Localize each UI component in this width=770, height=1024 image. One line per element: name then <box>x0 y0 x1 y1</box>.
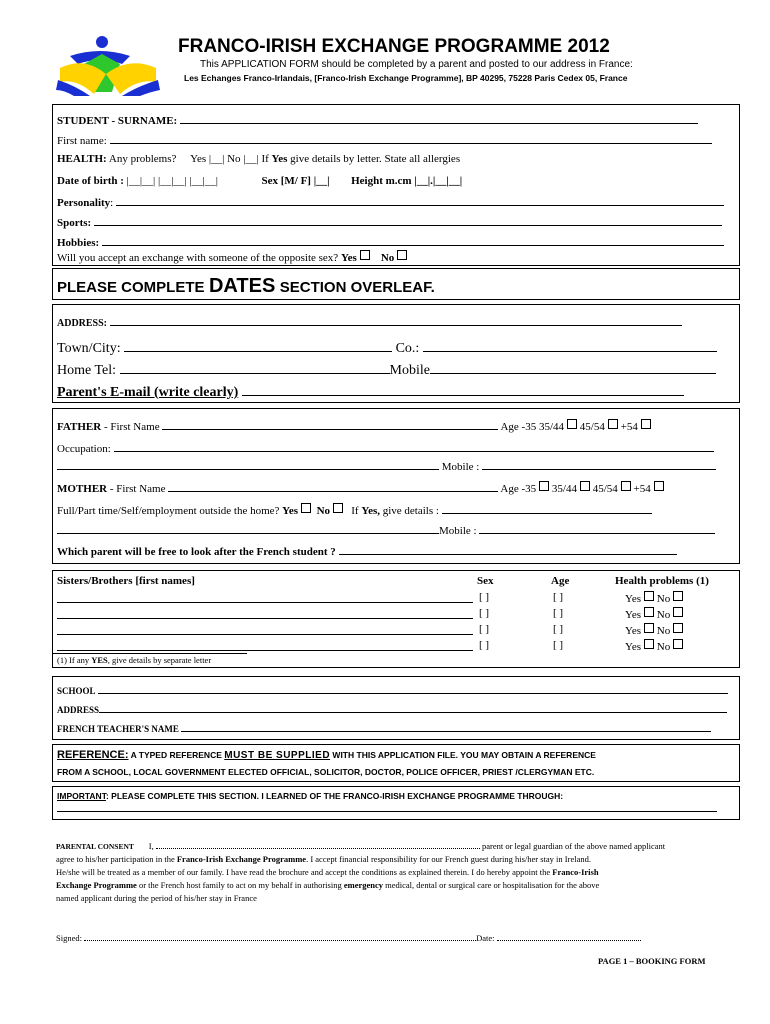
father-age-54-checkbox[interactable] <box>641 419 651 429</box>
sibling-sex-field[interactable]: [ ] <box>479 591 490 603</box>
mother-mobile-label: Mobile : <box>439 525 477 537</box>
father-mobile-field[interactable] <box>482 459 716 470</box>
notice-post: SECTION OVERLEAF. <box>279 279 435 296</box>
mother-mobile-row <box>57 523 715 537</box>
mother-age-4554-checkbox[interactable] <box>621 481 631 491</box>
sibling-no-label: No <box>656 609 671 621</box>
email-label: Parent's E-mail (write clearly) <box>57 385 239 400</box>
notice-pre: PLEASE COMPLETE <box>57 279 205 296</box>
sports-label: Sports: <box>57 217 92 229</box>
mother-mobile-field[interactable] <box>479 523 715 534</box>
mother-age-3544-checkbox[interactable] <box>580 481 590 491</box>
employment-if: If <box>351 505 359 517</box>
must-be-supplied: MUST BE SUPPLIED <box>224 750 331 761</box>
school-address-field[interactable] <box>99 704 727 713</box>
home-tel-label: Home Tel: <box>57 363 117 378</box>
county-field[interactable] <box>423 338 717 352</box>
health-yes-word: Yes <box>271 153 288 165</box>
mother-age-3544: 35/44 <box>551 483 577 495</box>
reference-line-2: FROM A SCHOOL, LOCAL GOVERNMENT ELECTED OFFICIAL, SOLICITOR, DOCTOR, POLICE OFFICER, PRIEST /CLERGYMAN ETC. <box>57 767 595 777</box>
sibling-no-label: No <box>656 641 671 653</box>
hobbies-row <box>57 235 724 249</box>
health-label: HEALTH: <box>57 153 107 165</box>
sibling-yes-label: Yes <box>625 609 642 621</box>
height-field[interactable]: Height m.cm |__|.|__|__| <box>351 175 463 187</box>
health-yes-box[interactable]: Yes |__| <box>190 153 225 165</box>
phone-row <box>57 360 716 379</box>
father-age-3544: 35/44 <box>538 421 565 433</box>
dob-field[interactable]: |__|__| |__|__| |__|__| <box>126 175 218 187</box>
mother-age-54-checkbox[interactable] <box>654 481 664 491</box>
signed-label: Signed: <box>56 933 82 943</box>
sibling-age-field[interactable]: [ ] <box>553 623 564 635</box>
siblings-footnote: (1) If any YES, give details by separate letter <box>57 655 212 665</box>
mobile-label: Mobile <box>389 363 430 378</box>
school-section <box>52 676 740 740</box>
parental-consent: PARENTAL CONSENT I, parent or legal guardian of the above named applicant agree to his/her participation in the Franco-Irish Exchange Programme. I accept financial responsibility for our French guest during his/her stay in Ireland. He/she will be treated as a member of our family. I have read the brochure and accept the conditions as explained therein. I do hereby appoint the Franco-Irish Exchange Programme or the French host family to act on my behalf in authorising emergency medical, dental or surgical care or hospitalisation for the above named applicant during the period of his/her stay in France <box>56 841 666 903</box>
which-parent-field[interactable] <box>339 544 677 555</box>
parents-section <box>52 408 740 564</box>
first-name-label: First name: <box>57 135 107 147</box>
date-field[interactable] <box>497 933 641 941</box>
opposite-sex-yes-label: Yes <box>340 252 357 264</box>
employment-give-details: give details : <box>382 505 439 517</box>
school-field[interactable] <box>98 685 728 694</box>
address-field[interactable] <box>110 315 682 326</box>
opposite-sex-question: Will you accept an exchange with someone of the opposite sex? <box>57 252 339 264</box>
mother-age-label: Age -35 <box>500 483 537 495</box>
sibling-no-label: No <box>656 593 671 605</box>
sibling-yes-checkbox[interactable] <box>644 639 654 649</box>
father-age-54: +54 <box>620 421 638 433</box>
sibling-no-checkbox[interactable] <box>673 623 683 633</box>
dob-row <box>57 175 462 187</box>
father-age-label: Age -35 <box>500 421 537 433</box>
siblings-header: Sisters/Brothers [first names] <box>57 575 195 587</box>
teacher-row <box>57 723 711 734</box>
reference-section <box>52 744 740 782</box>
address-row <box>57 315 682 329</box>
mother-label: MOTHER <box>57 483 108 495</box>
father-age-3544-checkbox[interactable] <box>567 419 577 429</box>
father-age-4554-checkbox[interactable] <box>608 419 618 429</box>
sibling-age-field[interactable]: [ ] <box>553 591 564 603</box>
father-mobile-label: Mobile : <box>441 461 480 473</box>
page-title: FRANCO-IRISH EXCHANGE PROGRAMME 2012 <box>178 36 610 57</box>
which-parent-row <box>57 544 677 558</box>
which-parent-label: Which parent will be free to look after the French student ? <box>57 546 336 558</box>
occupation-label: Occupation: <box>57 443 111 455</box>
sibling-name-field[interactable] <box>57 608 473 619</box>
teacher-label: FRENCH TEACHER'S NAME <box>57 724 179 734</box>
address-label: ADDRESS: <box>57 318 108 329</box>
health-no-box[interactable]: No |__| <box>227 153 259 165</box>
father-name-field[interactable] <box>162 419 498 430</box>
first-name-row <box>57 133 712 147</box>
health-instructions: give details by letter. State all allergies <box>290 153 461 165</box>
siblings-age-header: Age <box>551 575 570 587</box>
sibling-yes-checkbox[interactable] <box>644 591 654 601</box>
sibling-yes-checkbox[interactable] <box>644 607 654 617</box>
sibling-no-checkbox[interactable] <box>673 607 683 617</box>
sibling-no-label: No <box>656 625 671 637</box>
personality-row: Personality: <box>57 195 724 209</box>
sibling-sex-field[interactable]: [ ] <box>479 607 490 619</box>
school-address-label: ADDRESS <box>57 705 100 715</box>
sibling-no-checkbox[interactable] <box>673 591 683 601</box>
address-section <box>52 304 740 403</box>
hobbies-label: Hobbies: <box>57 237 100 249</box>
mother-age-35-checkbox[interactable] <box>539 481 549 491</box>
siblings-health-header: Health problems (1) <box>615 575 709 587</box>
employment-details-field[interactable] <box>442 503 652 514</box>
town-field[interactable] <box>124 338 392 352</box>
home-tel-field[interactable] <box>120 360 390 374</box>
employment-yes-checkbox[interactable] <box>301 503 311 513</box>
siblings-section <box>52 570 740 668</box>
occupation-row <box>57 441 714 455</box>
mother-first-name-label: - First Name <box>109 483 166 495</box>
dob-label: Date of birth : <box>57 175 124 187</box>
opposite-sex-row <box>57 250 407 264</box>
health-if: If <box>261 153 269 165</box>
sibling-yes-checkbox[interactable] <box>644 623 654 633</box>
father-label: FATHER <box>57 421 102 433</box>
first-name-field[interactable] <box>110 133 712 144</box>
reference-line-1: REFERENCE: A TYPED REFERENCE MUST BE SUPPLIED WITH THIS APPLICATION FILE. YOU MAY OBTAIN A REFERENCE <box>57 749 596 761</box>
school-address-row <box>57 704 727 715</box>
sibling-name-field[interactable] <box>57 640 473 651</box>
school-label: SCHOOL <box>57 686 96 696</box>
sibling-yes-label: Yes <box>625 593 642 605</box>
employment-question: Full/Part time/Self/employment outside the home? <box>57 505 280 517</box>
hobbies-field[interactable] <box>102 235 724 246</box>
page-subtitle: This APPLICATION FORM should be completed by a parent and posted to our address in France: <box>200 59 633 70</box>
opposite-sex-yes-checkbox[interactable] <box>360 250 370 260</box>
mother-row <box>57 481 664 495</box>
consent-label: PARENTAL CONSENT <box>56 842 134 851</box>
father-mobile-row <box>57 459 716 473</box>
father-row <box>57 419 651 433</box>
mailing-address: Les Echanges Franco-Irlandais, [Franco-Irish Exchange Programme], BP 40295, 75228 Paris Cedex 05, France <box>184 73 628 83</box>
surname-field[interactable] <box>180 113 698 124</box>
mother-age-4554: 45/54 <box>592 483 618 495</box>
health-row <box>57 153 460 165</box>
father-first-name-label: - First Name <box>103 421 160 433</box>
sibling-no-checkbox[interactable] <box>673 639 683 649</box>
teacher-field[interactable] <box>181 723 711 732</box>
occupation-field-continued[interactable] <box>57 459 439 470</box>
email-row <box>57 382 684 401</box>
opposite-sex-no-label: No <box>380 252 395 264</box>
sibling-sex-field[interactable]: [ ] <box>479 623 490 635</box>
important-line: IMPORTANT: PLEASE COMPLETE THIS SECTION. I LEARNED OF THE FRANCO-IRISH EXCHANGE PROGRAMME THROUGH: <box>57 791 564 801</box>
opposite-sex-no-checkbox[interactable] <box>397 250 407 260</box>
employment-if-yes: Yes, <box>361 505 380 517</box>
mother-name-field[interactable] <box>168 481 498 492</box>
important-section <box>52 786 740 820</box>
personality-label: Personality <box>57 197 111 209</box>
sibling-sex-field[interactable]: [ ] <box>479 639 490 651</box>
sports-row <box>57 215 722 229</box>
surname-label: STUDENT - SURNAME: <box>57 115 178 127</box>
sports-field[interactable] <box>94 215 722 226</box>
sibling-age-field[interactable]: [ ] <box>553 607 564 619</box>
email-field[interactable] <box>242 382 684 396</box>
sibling-yes-label: Yes <box>625 641 642 653</box>
health-question: Any problems? <box>108 153 177 165</box>
employment-no-checkbox[interactable] <box>333 503 343 513</box>
sibling-name-field[interactable] <box>57 624 473 635</box>
town-row <box>57 338 717 357</box>
personality-field[interactable] <box>116 195 724 206</box>
signature-field[interactable] <box>84 933 476 941</box>
page-footer: PAGE 1 – BOOKING FORM <box>598 956 706 966</box>
sibling-yes-label: Yes <box>625 625 642 637</box>
sibling-age-field[interactable]: [ ] <box>553 639 564 651</box>
signature-row <box>56 933 641 943</box>
student-section <box>52 104 740 266</box>
employment-details-continued[interactable] <box>57 523 439 534</box>
logo-icon <box>50 34 166 98</box>
mother-age-54: +54 <box>633 483 651 495</box>
notice-dates: DATES <box>208 275 276 297</box>
father-age-4554: 45/54 <box>579 421 605 433</box>
dates-notice <box>52 268 740 300</box>
siblings-sex-header: Sex <box>477 575 494 587</box>
county-label: Co.: <box>395 341 420 356</box>
surname-row <box>57 113 698 127</box>
important-label: IMPORTANT <box>57 791 106 801</box>
school-row <box>57 685 728 696</box>
reference-label: REFERENCE: <box>57 749 129 761</box>
sex-field[interactable]: Sex [M/ F] |__| <box>261 175 330 187</box>
town-label: Town/City: <box>57 341 121 356</box>
mobile-field[interactable] <box>430 360 716 374</box>
sibling-name-field[interactable] <box>57 592 473 603</box>
occupation-field[interactable] <box>114 441 714 452</box>
consent-name-field[interactable] <box>156 840 480 849</box>
date-label: Date: <box>476 933 495 943</box>
learned-through-field[interactable] <box>57 801 717 812</box>
employment-no-label: No <box>316 505 331 517</box>
employment-row <box>57 503 652 517</box>
employment-yes-label: Yes <box>282 505 299 517</box>
